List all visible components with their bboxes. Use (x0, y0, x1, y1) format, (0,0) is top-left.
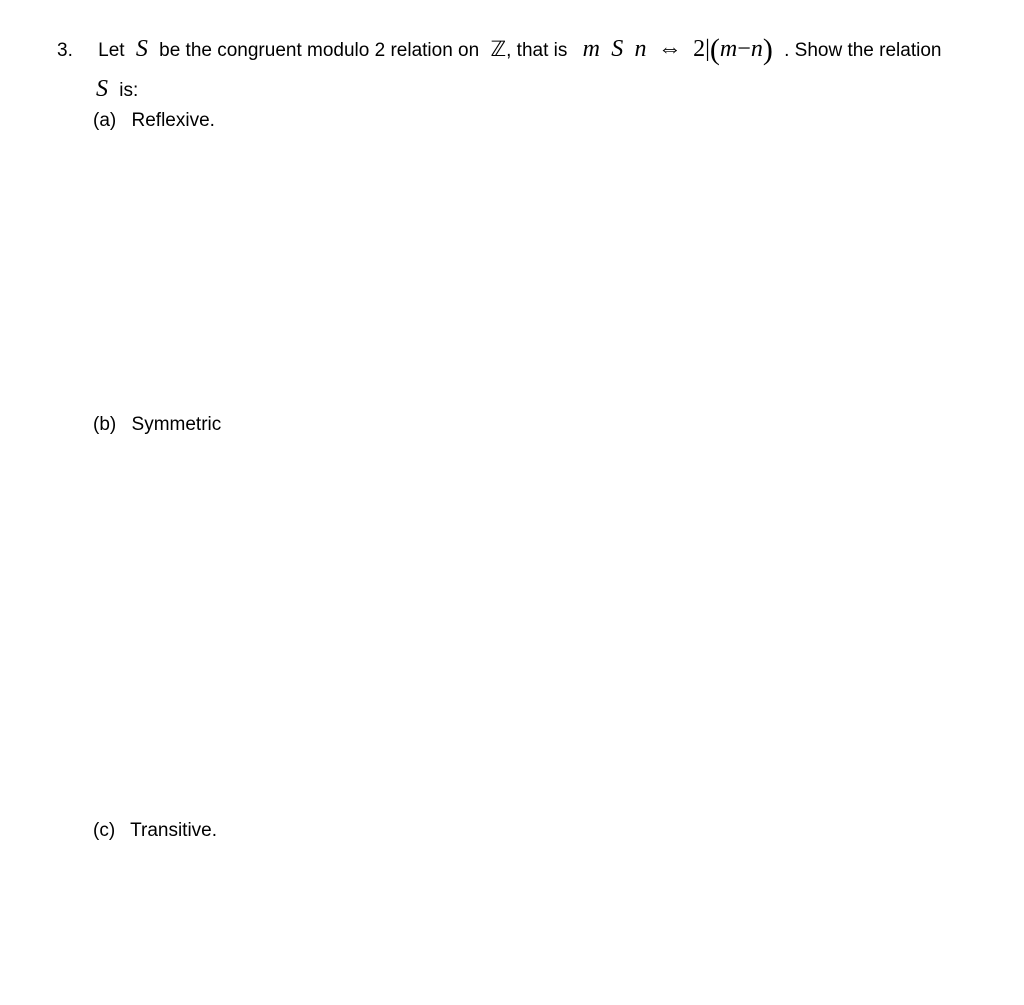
right-paren: ) (762, 33, 773, 66)
math-n-2: n (750, 36, 763, 62)
part-c (93, 819, 217, 843)
math-m-2: m (719, 36, 738, 62)
integers-symbol: ℤ (490, 37, 507, 61)
part-c-label: (c) (93, 820, 116, 841)
intro-text-4: . Show the relation (784, 40, 942, 61)
intro-text-1: Let (98, 40, 125, 61)
intro-text-2: be the congruent modulo 2 relation on (159, 40, 480, 61)
problem-line-1 (57, 33, 942, 66)
part-b (93, 413, 221, 437)
math-s: S (611, 36, 624, 62)
line2-text: is: (119, 80, 139, 101)
math-n: n (634, 36, 647, 62)
intro-text-3: , that is (506, 40, 568, 61)
minus-symbol: − (737, 36, 751, 62)
left-paren: ( (709, 33, 720, 66)
problem-number: 3. (57, 40, 73, 61)
problem-line-2 (96, 77, 138, 103)
iff-symbol: ⇔ (657, 36, 682, 62)
part-c-text: Transitive. (130, 820, 218, 841)
math-two: 2 (693, 36, 706, 62)
divides-symbol: | (705, 36, 710, 62)
math-m: m (582, 36, 600, 62)
part-a (93, 109, 215, 133)
part-b-text: Symmetric (131, 414, 222, 435)
part-b-label: (b) (93, 414, 117, 435)
set-symbol-s: S (135, 36, 148, 62)
part-a-text: Reflexive. (131, 110, 215, 131)
line2-set-symbol: S (96, 76, 108, 102)
part-a-label: (a) (93, 110, 117, 131)
